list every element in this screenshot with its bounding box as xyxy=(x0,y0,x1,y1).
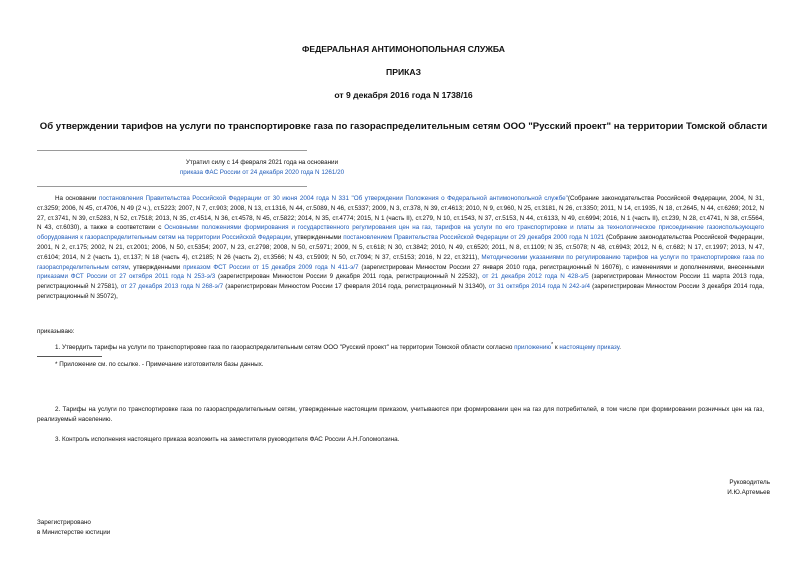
preamble-text: (зарегистрирован Минюстом России 3 декабря 2014 года, регистрационный N 35072), xyxy=(37,283,765,300)
link-appendix[interactable]: приложению xyxy=(514,344,552,352)
item-1-end: . xyxy=(619,344,621,352)
footnote: * Приложение см. по ссылке. - Примечание изготовителя базы данных. xyxy=(55,361,264,368)
order-word: приказываю: xyxy=(37,328,75,335)
signature-position: Руководитель xyxy=(729,479,770,486)
link-methodical-guidelines[interactable]: Методическими указаниями по регулированию тарифов на услуги по транспортировке газа по газораспределительным сетям xyxy=(37,253,764,271)
registration-line-1: Зарегистрировано xyxy=(37,519,91,526)
status-note xyxy=(37,158,487,178)
preamble-text: (зарегистрирован Минюстом России 11 марта 2013 года, регистрационный N 27581), xyxy=(37,273,764,291)
doc-date-heading: от 9 декабря 2016 года N 1738/16 xyxy=(334,90,473,100)
item-3: 3. Контроль исполнения настоящего приказа возложить на заместителя руководителя ФАС России А.Н.Голомолзина. xyxy=(55,436,400,443)
link-this-order[interactable]: настоящему приказу xyxy=(559,344,620,352)
preamble-text: (зарегистрирован Минюстом России 27 января 2010 года, регистрационный N 16076), с изменениями и дополнениями, внесенными xyxy=(358,263,764,271)
link-fst-order-411[interactable]: приказом ФСТ России от 15 декабря 2009 года N 411-э/7 xyxy=(183,263,359,271)
preamble-text: (зарегистрирован Минюстом России 17 февраля 2014 года, регистрационный N 31340), xyxy=(223,283,489,291)
item-2: 2. Тарифы на услуги по транспортировке газа по газораспределительным сетям, утвержденные настоящим приказом, учитываются при формировании цен на газ для потребителей, в том числе при формировании розничных цен на газ, реализуемый населению. xyxy=(37,406,764,423)
status-link[interactable]: приказа ФАС России от 24 декабря 2020 года N 1261/20 xyxy=(179,168,345,176)
preamble-text: (зарегистрирован Минюстом России 9 декабря 2011 года, регистрационный N 22532), xyxy=(215,273,483,281)
preamble-paragraph xyxy=(37,194,764,302)
preamble-text: , утвержденными xyxy=(128,263,184,271)
divider-top xyxy=(37,150,307,151)
status-line: Утратил силу с 14 февраля 2021 года на основании xyxy=(185,159,339,166)
link-fst-order-428[interactable]: от 21 декабря 2012 года N 428-э/5 xyxy=(482,273,589,281)
preamble-text: (Собрание законодательства Российской Федерации, 2004, N 31, ст.3259; 2006, N 45, ст.4706, N 49 (2 ч.), ст.5223; 2007, N 7, ст.903; 2008, N 13, ст.1316, N 44, ст.5089, N 46, ст.5337; 2009, N 3, ст.378, N 39, ст.4613; 2010, N 9, ст.960, N 25, ст.3181, N 26, ст.3350; 2011, N 14, ст.1935, N 18, ст.2645, N 44, ст.6269; 2012, N 27, ст.3741, N 39, ст.5283, N 52, ст.7518; 2013, N 35, ст.4514, N 36, ст.4578, N 45, ст.5822; 2014, N 35, ст.4774; 2015, N 1 (часть II), ст.279, N 10, ст.1543, N 37, ст.5153, N 44, ст.6133, N 49, ст.6994; 2016, N 1 (часть II), ст.239, N 28, ст.4741, N 38, ст.5564, N 43, ст.6030), а также в соответствии с xyxy=(37,195,765,232)
signature-block xyxy=(560,478,770,498)
item-1-text: 1. Утвердить тарифы на услуги по транспортировке газа по газораспределительным сетям ООО "Русский проект" на территории Томской области согласно xyxy=(55,344,515,352)
link-basic-provisions[interactable]: Основными положениями формирования и государственного регулирования цен на газ, тарифов на услуги по его транспортировке и платы за технологическое присоединение газоиспользующего оборудования к газораспределительным сетям на территории Российской Федерации xyxy=(37,224,764,242)
item-1: 1. Утвердить тарифы на услуги по транспортировке газа по газораспределительным сетям ООО "Русский проект" на территории Томской области согласно приложению* к настоящему приказу. xyxy=(55,342,621,352)
doc-type-heading: ПРИКАЗ xyxy=(386,67,421,77)
link-gov-decree-331[interactable]: постановления Правительства Российской Федерации от 30 июня 2004 года N 331 "Об утверждении Положения о Федеральной антимонопольной службе" xyxy=(98,195,568,202)
registration-block xyxy=(37,518,110,538)
registration-line-2: в Министерстве юстиции xyxy=(37,528,111,536)
footnote-marker: * xyxy=(551,342,554,348)
divider-bottom xyxy=(37,186,307,187)
preamble-text: (Собрание законодательства Российской Федерации, 2001, N 2, ст.175; 2002, N 21, ст.2001; 2006, N 50, ст.5354; 2007, N 23, ст.2798; 2008, N 50, ст.5971; 2009, N 5, ст.618; N 30, ст.3842; 2010, N 49, ст.6520; 2011, N 8, ст.1109; N 35, ст.5078; N 48, ст.6943; 2012, N 6, ст.682; N 17, ст.1997; 2013, N 47, ст.6104; 2014, N 2 (часть 1), ст.137; N 18 (часть 4), ст.2185; N 26 (часть 2), ст.3566; N 43, ст.5909; N 50, ст.7094; N 37, ст.5153; 2016, N 22, ст.3211), xyxy=(37,234,764,261)
preamble-text: , утвержденными xyxy=(290,234,344,242)
link-fst-order-253[interactable]: приказами ФСТ России от 27 октября 2011 года N 253-э/3 xyxy=(37,273,216,281)
link-gov-decree-1021[interactable]: постановлением Правительства Российской Федерации от 29 декабря 2000 года N 1021 xyxy=(343,234,605,242)
page-title: Об утверждении тарифов на услуги по транспортировке газа по газораспределительным сетям ООО "Русский проект" на территории Томской области xyxy=(39,121,768,132)
link-fst-order-268[interactable]: от 27 декабря 2013 года N 268-э/7 xyxy=(120,283,224,291)
agency-heading: ФЕДЕРАЛЬНАЯ АНТИМОНОПОЛЬНАЯ СЛУЖБА xyxy=(302,44,505,54)
preamble-text: На основании xyxy=(55,195,99,202)
signature-name: И.Ю.Артемьев xyxy=(727,488,770,496)
footnote-rule xyxy=(37,356,102,357)
link-fst-order-242[interactable]: от 31 октября 2014 года N 242-э/4 xyxy=(488,283,591,291)
